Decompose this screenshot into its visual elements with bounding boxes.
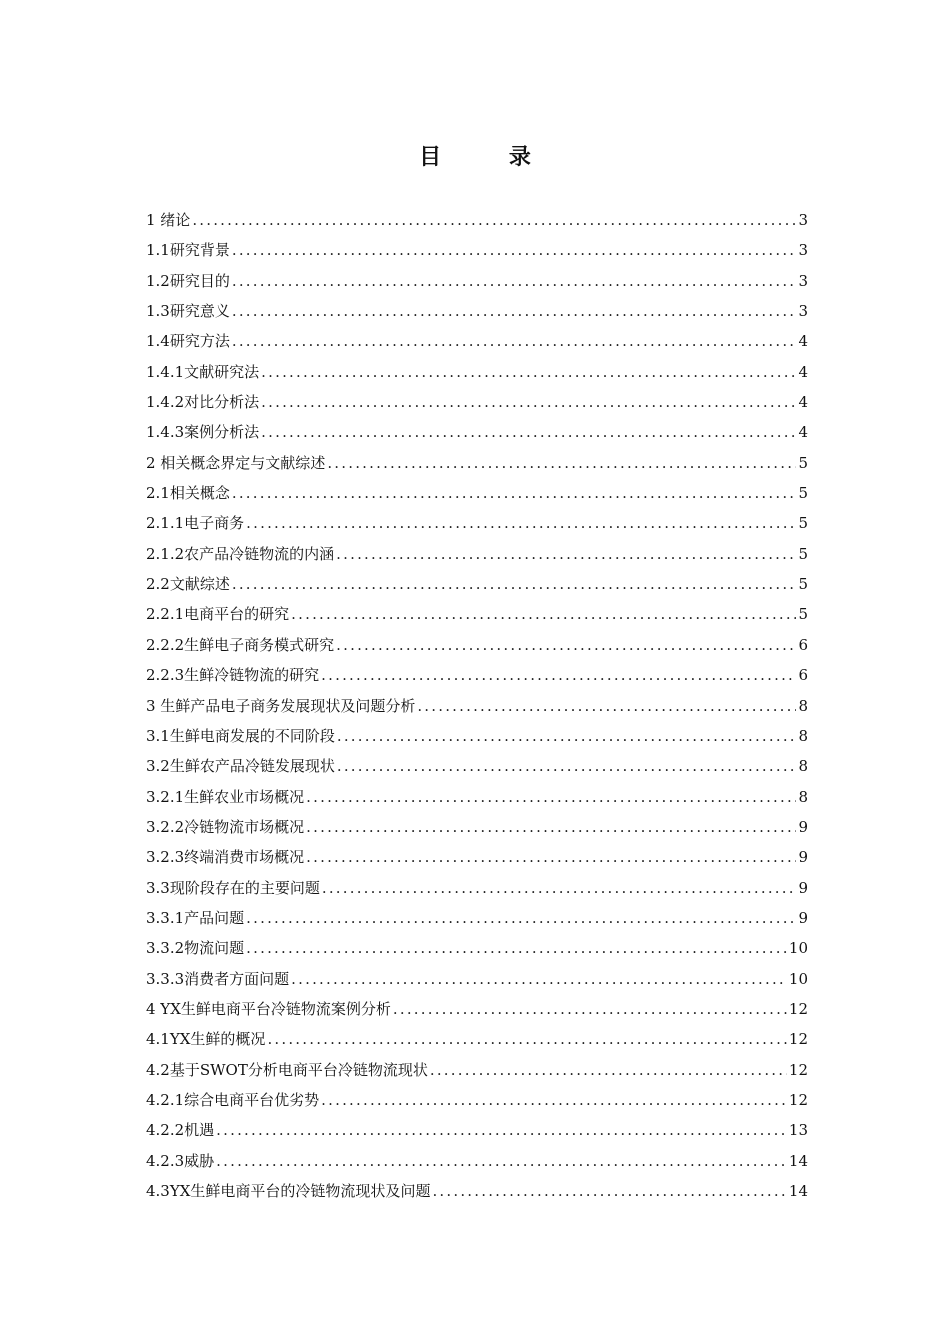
toc-entry-label: 2.1相关概念	[146, 484, 230, 503]
toc-entry[interactable]	[146, 1085, 808, 1115]
toc-entry[interactable]	[146, 873, 808, 903]
toc-entry-page-number: 3	[798, 241, 808, 260]
toc-dot-leader	[430, 1055, 787, 1085]
toc-entry[interactable]	[146, 933, 808, 963]
toc-entry-page-number: 4	[798, 393, 808, 412]
toc-entry[interactable]	[146, 691, 808, 721]
toc-entry-label: 3.2生鲜农产品冷链发展现状	[146, 757, 335, 776]
toc-entry-page-number: 5	[798, 453, 808, 472]
toc-entry-label: 1 绪论	[146, 211, 191, 229]
toc-entry[interactable]	[146, 1024, 808, 1054]
toc-entry[interactable]	[146, 448, 808, 478]
toc-entry-label: 1.4研究方法	[146, 332, 230, 351]
toc-entry-page-number: 5	[798, 544, 808, 563]
toc-dot-leader	[417, 691, 796, 721]
toc-entry[interactable]	[146, 387, 808, 417]
toc-entry-page-number: 6	[798, 666, 808, 685]
toc-entry-page-number: 13	[788, 1121, 808, 1140]
toc-entry-page-number: 12	[788, 1090, 808, 1109]
toc-entry-page-number: 9	[798, 848, 808, 867]
toc-entry-page-number: 5	[798, 575, 808, 594]
toc-entry-label: 2.2.1电商平台的研究	[146, 605, 290, 624]
toc-dot-leader	[232, 478, 797, 508]
toc-entry-label: 2.1.2农产品冷链物流的内涵	[146, 544, 335, 563]
toc-entry-label: 3.2.3终端消费市场概况	[146, 848, 305, 867]
toc-entry[interactable]	[146, 964, 808, 994]
toc-entry-page-number: 9	[798, 878, 808, 897]
toc-dot-leader	[232, 296, 797, 326]
toc-entry[interactable]	[146, 326, 808, 356]
toc-entry[interactable]	[146, 721, 808, 751]
toc-dot-leader	[336, 539, 796, 569]
toc-entry[interactable]	[146, 660, 808, 690]
toc-entry[interactable]	[146, 1055, 808, 1085]
toc-entry-label: 2.2.3生鲜冷链物流的研究	[146, 666, 320, 685]
toc-entry-label: 1.4.1文献研究法	[146, 362, 260, 381]
toc-entry-label: 4.2.1综合电商平台优劣势	[146, 1090, 320, 1109]
toc-entry[interactable]	[146, 812, 808, 842]
toc-dot-leader	[337, 721, 797, 751]
toc-dot-leader	[321, 660, 796, 690]
toc-entry-label: 2.2.2生鲜电子商务模式研究	[146, 635, 335, 654]
toc-entry-label: 3 生鲜产品电子商务发展现状及问题分析	[146, 696, 416, 715]
toc-entry-page-number: 9	[798, 908, 808, 927]
toc-entry[interactable]	[146, 508, 808, 538]
toc-entry-page-number: 5	[798, 605, 808, 624]
toc-entry-label: 1.3研究意义	[146, 302, 230, 321]
toc-entry-page-number: 3	[798, 211, 808, 229]
toc-entry[interactable]	[146, 630, 808, 660]
toc-dot-leader	[432, 1176, 786, 1206]
toc-entry-label: 4 YX生鲜电商平台冷链物流案例分析	[146, 999, 391, 1018]
toc-entry-page-number: 8	[798, 787, 808, 806]
toc-entry-label: 3.3.3消费者方面问题	[146, 969, 290, 988]
toc-entry-label: 2.2文献综述	[146, 575, 230, 594]
toc-entry-page-number: 9	[798, 817, 808, 836]
toc-entry[interactable]	[146, 235, 808, 265]
toc-dot-leader	[267, 1024, 786, 1054]
toc-entry[interactable]	[146, 782, 808, 812]
toc-entry-page-number: 10	[788, 939, 808, 958]
toc-dot-leader	[232, 266, 797, 296]
toc-dot-leader	[246, 933, 787, 963]
toc-entry-label: 3.1生鲜电商发展的不同阶段	[146, 726, 335, 745]
toc-entry-page-number: 4	[798, 423, 808, 442]
toc-entry[interactable]	[146, 417, 808, 447]
toc-entry-page-number: 5	[798, 514, 808, 533]
toc-entry[interactable]	[146, 1176, 808, 1206]
toc-dot-leader	[232, 235, 797, 265]
toc-dot-leader	[246, 903, 796, 933]
toc-entry-page-number: 4	[798, 332, 808, 351]
toc-dot-leader	[192, 205, 796, 235]
toc-entry-label: 3.3现阶段存在的主要问题	[146, 878, 320, 897]
toc-entry-page-number: 3	[798, 302, 808, 321]
toc-entry[interactable]	[146, 599, 808, 629]
toc-entry-page-number: 6	[798, 635, 808, 654]
toc-entry-page-number: 8	[798, 696, 808, 715]
toc-dot-leader	[306, 812, 796, 842]
toc-dot-leader	[291, 599, 796, 629]
toc-entry[interactable]	[146, 205, 808, 235]
toc-entry-label: 3.2.1生鲜农业市场概况	[146, 787, 305, 806]
toc-entry-label: 3.2.2冷链物流市场概况	[146, 817, 305, 836]
toc-entry[interactable]	[146, 1115, 808, 1145]
toc-dot-leader	[216, 1146, 787, 1176]
toc-dot-leader	[306, 842, 796, 872]
toc-entry[interactable]	[146, 296, 808, 326]
toc-entry-page-number: 12	[788, 1060, 808, 1079]
table-of-contents	[146, 205, 808, 1206]
page-title: 目 录	[419, 145, 561, 170]
toc-entry-label: 3.3.2物流问题	[146, 939, 245, 958]
toc-entry-label: 4.2.2机遇	[146, 1121, 215, 1140]
toc-entry-page-number: 4	[798, 362, 808, 381]
toc-entry[interactable]	[146, 903, 808, 933]
toc-entry[interactable]	[146, 478, 808, 508]
toc-entry[interactable]	[146, 569, 808, 599]
toc-entry[interactable]	[146, 539, 808, 569]
toc-entry[interactable]	[146, 1146, 808, 1176]
toc-dot-leader	[232, 326, 797, 356]
toc-entry-page-number: 3	[798, 271, 808, 290]
toc-dot-leader	[321, 1085, 787, 1115]
toc-entry[interactable]	[146, 994, 808, 1024]
toc-dot-leader	[261, 417, 796, 447]
toc-entry-label: 4.2.3威胁	[146, 1151, 215, 1170]
toc-entry[interactable]	[146, 266, 808, 296]
toc-dot-leader	[322, 873, 797, 903]
toc-dot-leader	[261, 387, 796, 417]
toc-dot-leader	[232, 569, 797, 599]
toc-entry-label: 1.4.2对比分析法	[146, 393, 260, 412]
toc-entry-label: 3.3.1产品问题	[146, 908, 245, 927]
toc-entry-page-number: 5	[798, 484, 808, 503]
toc-dot-leader	[306, 782, 796, 812]
toc-dot-leader	[327, 448, 796, 478]
toc-entry-label: 4.3YX生鲜电商平台的冷链物流现状及问题	[146, 1182, 431, 1200]
toc-entry-page-number: 12	[788, 1030, 808, 1049]
toc-entry-page-number: 10	[788, 969, 808, 988]
toc-dot-leader	[261, 357, 796, 387]
toc-entry-page-number: 8	[798, 757, 808, 776]
toc-entry[interactable]	[146, 842, 808, 872]
toc-entry[interactable]	[146, 751, 808, 781]
toc-dot-leader	[336, 630, 796, 660]
toc-entry[interactable]	[146, 357, 808, 387]
toc-dot-leader	[246, 508, 796, 538]
toc-entry-page-number: 8	[798, 726, 808, 745]
toc-entry-label: 4.1YX生鲜的概况	[146, 1030, 266, 1049]
toc-entry-label: 2 相关概念界定与文献综述	[146, 453, 326, 472]
toc-entry-page-number: 14	[788, 1151, 808, 1170]
toc-dot-leader	[337, 751, 797, 781]
toc-entry-label: 4.2基于SWOT分析电商平台冷链物流现状	[146, 1060, 428, 1079]
toc-dot-leader	[393, 994, 787, 1024]
toc-entry-label: 2.1.1电子商务	[146, 514, 245, 533]
toc-entry-label: 1.1研究背景	[146, 241, 230, 260]
toc-dot-leader	[216, 1115, 787, 1145]
toc-entry-label: 1.4.3案例分析法	[146, 423, 260, 442]
toc-entry-page-number: 14	[788, 1182, 808, 1200]
toc-entry-page-number: 12	[788, 999, 808, 1018]
toc-dot-leader	[291, 964, 787, 994]
toc-entry-label: 1.2研究目的	[146, 271, 230, 290]
